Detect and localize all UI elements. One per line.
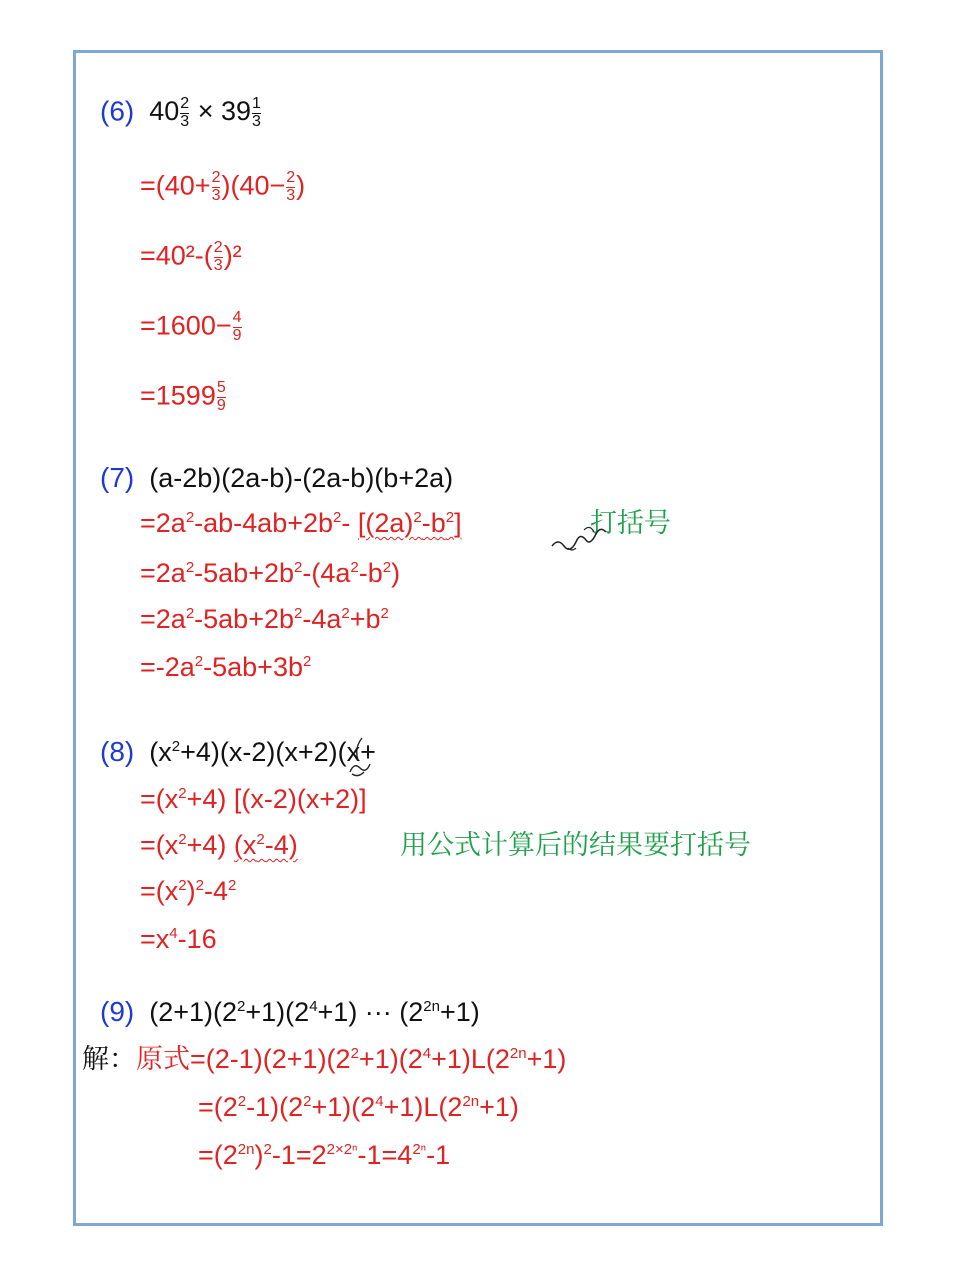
problem-6 <box>100 96 262 131</box>
problem-text: 40 $\frac{2}{3}$ × 39 $\frac{1}{3}$ <box>149 95 261 130</box>
problem-text: $(2+1)(2^2+1)(2^4+1)$ ··· $(2^{2n}+1)$ <box>149 997 480 1027</box>
annotation-note: 打括号 <box>590 508 671 538</box>
problem-text: (a-2b)(2a-b)-(2a-b)(b+2a) <box>149 463 454 493</box>
step-line: $=(x^2)^2-4^2$ <box>140 876 237 906</box>
annotation-note: 用公式计算后的结果要打括号 <box>400 830 751 860</box>
step-line: $=2a^2-ab-4ab+2b^2-$ $[(2a)^2-b^2]$ <box>140 508 462 538</box>
solution-label: 解： <box>82 1044 136 1074</box>
step-line: $=(x^2+4)$ $(x^2-4)$ <box>140 830 298 860</box>
problem-7 <box>100 464 453 492</box>
problem-number: (8) <box>100 736 135 767</box>
step-line: =1600− $\frac{4}{9}$ <box>140 309 242 344</box>
scribble-mark <box>548 520 610 556</box>
problem-number: (9) <box>100 996 135 1027</box>
step-line: $=2a^2-5ab+2b^2-4a^2+b^2$ <box>140 604 389 634</box>
step-line: $=-2a^2-5ab+3b^2$ <box>140 652 312 682</box>
problem-8 <box>100 738 376 766</box>
step-line: $=(x^2+4)$ [(x-2)(x+2)] <box>140 784 367 814</box>
step-line: =(40+ $\frac{2}{3}$ )(40− $\frac{2}{3}$ ) <box>140 169 306 204</box>
problem-9 <box>100 998 480 1026</box>
step-line: $=(2^{2n})^2-1=2^{2\times 2^n}-1=4^{2^n}-1$ <box>198 1140 451 1170</box>
step-line: $=(2^2-1)(2^2+1)(2^4+1)L(2^{2n}+1)$ <box>198 1092 519 1122</box>
solution-line: 解：原式$=(2-1)(2+1)(2^2+1)(2^4+1)L(2^{2n}+1)$ <box>82 1044 567 1074</box>
step-line: $=2a^2-5ab+2b^2-(4a^2-b^2)$ <box>140 558 401 588</box>
problem-number: (7) <box>100 462 135 493</box>
step-line: =40²-( $\frac{2}{3}$ )² <box>140 239 242 274</box>
problem-text: $(x^2+4)(x-2)(x+2)(x+$ <box>149 737 376 767</box>
scribble-mark <box>340 730 380 780</box>
step-line: =1599 $\frac{5}{9}$ <box>140 379 226 414</box>
problem-number: (6) <box>100 95 135 127</box>
step-line: $=x^4-16$ <box>140 924 217 954</box>
